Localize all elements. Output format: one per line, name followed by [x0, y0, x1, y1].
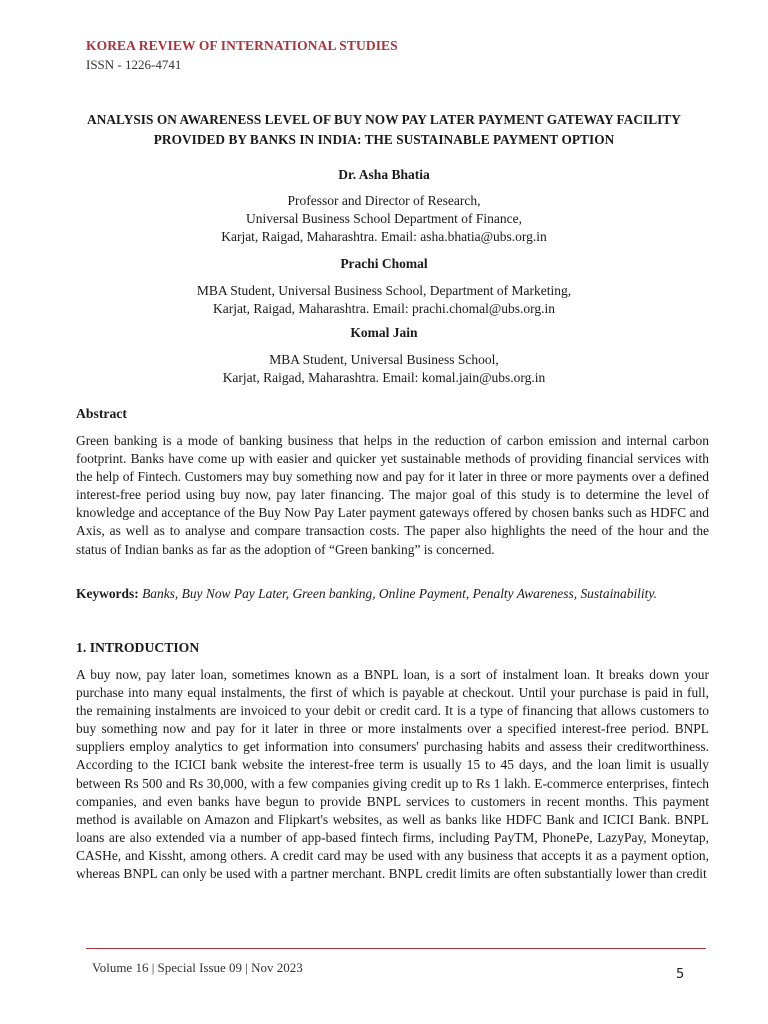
page-number: 5	[676, 967, 685, 982]
author-name-1: Dr. Asha Bhatia	[338, 167, 430, 182]
footer-divider	[86, 948, 706, 949]
abstract-heading: Abstract	[76, 406, 127, 421]
author-affiliation-2	[60, 282, 708, 318]
paper-title	[60, 110, 708, 150]
author-name-2: Prachi Chomal	[340, 256, 428, 271]
journal-name: KOREA REVIEW OF INTERNATIONAL STUDIES	[86, 38, 398, 53]
issn: ISSN - 1226-4741	[86, 57, 182, 72]
affiliation-line: Universal Business School Department of Finance,	[246, 211, 522, 227]
keywords-text: Banks, Buy Now Pay Later, Green banking, Online Payment, Penalty Awareness, Sustainability.	[142, 586, 657, 601]
author-affiliation-1	[60, 192, 708, 247]
introduction-text: A buy now, pay later loan, sometimes known as a BNPL loan, is a sort of instalment loan. It breaks down your purchase into many equal instalments, the first of which is payable at checkout. Until your purchase is paid in full, the remaining instalments are invoiced to your debit or credit card. It is a type of financing that allows customers to buy something now and pay for it later in three or more instalments over a specified interest-free period. BNPL suppliers employ analytics to get information into consumers' purchasing habits and assess their creditworthiness. According to the ICICI bank website the interest-free term is usually 15 to 45 days, and the loan limit is usually between Rs 500 and Rs 30,000, with a few companies giving credit up to Rs 1 lakh. E-commerce enterprises, fintech companies, and even banks have begun to provide BNPL services to customers in recent months. This payment method is available on Amazon and Flipkart's websites, as well as banks like HDFC Bank and ICICI Bank. BNPL loans are also extended via a number of app-based fintech firms, including PayTM, PhonePe, LazyPay, Moneytap, CASHe, and Kissht, among others. A credit card may be used with any business that accepts it as a payment option, whereas BNPL can only be used with a partner merchant. BNPL credit limits are often substantially lower than credit	[76, 667, 709, 882]
keywords	[76, 585, 709, 603]
author-affiliation-3	[60, 351, 708, 387]
affiliation-line: Karjat, Raigad, Maharashtra. Email: prachi.chomal@ubs.org.in	[212, 301, 556, 317]
abstract-text: Green banking is a mode of banking business that helps in the reduction of carbon emission and internal carbon footprint. Banks have come up with easier and quicker yet sustainable methods of providing financial services with the help of Fintech. Customers may buy something now and pay for it later in three or more payments over a defined interest-free period using buy now, pay later financing. The major goal of this study is to determine the level of knowledge and acceptance of the Buy Now Pay Later payment gateways offered by chosen banks such as HDFC and Axis, as well as to analyse and compare transaction costs. The paper also highlights the need of the hour and the status of Indian banks as far as the adoption of “Green banking” is concerned.	[76, 433, 709, 557]
paper-title-line-1: ANALYSIS ON AWARENESS LEVEL OF BUY NOW PAY LATER PAYMENT GATEWAY FACILITY	[87, 112, 681, 127]
affiliation-line: MBA Student, Universal Business School,	[269, 352, 499, 367]
affiliation-line: Professor and Director of Research,	[287, 193, 481, 208]
paper-title-line-2: PROVIDED BY BANKS IN INDIA: THE SUSTAINABLE PAYMENT OPTION	[153, 132, 615, 147]
introduction-heading: 1. INTRODUCTION	[76, 640, 200, 655]
affiliation-line: Karjat, Raigad, Maharashtra. Email: komal.jain@ubs.org.in	[222, 370, 546, 386]
issue-info: Volume 16 | Special Issue 09 | Nov 2023	[92, 960, 303, 975]
keywords-label: Keywords:	[76, 586, 139, 601]
author-name-3: Komal Jain	[350, 325, 418, 340]
affiliation-line: Karjat, Raigad, Maharashtra. Email: asha.bhatia@ubs.org.in	[221, 229, 547, 245]
affiliation-line: MBA Student, Universal Business School, Department of Marketing,	[196, 283, 572, 298]
